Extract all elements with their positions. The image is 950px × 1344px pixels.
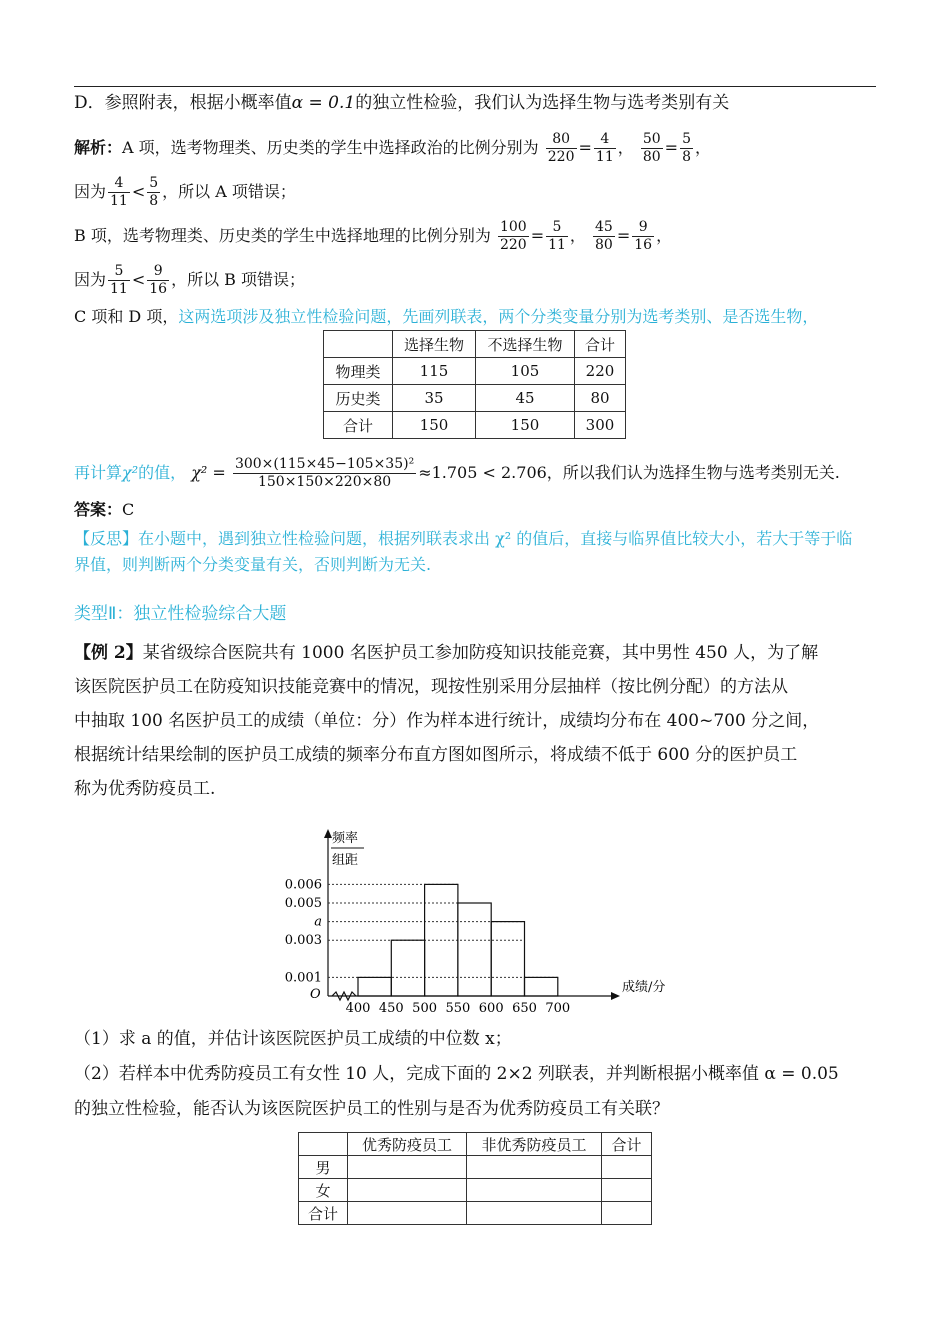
x-axis-arrow — [611, 992, 620, 1000]
alpha-value: α = 0.1 — [291, 93, 356, 113]
table-cell[interactable] — [467, 1179, 602, 1202]
analysis-a-text: A 项，选考物理类、历史类的学生中选择政治的比例分别为 — [122, 138, 539, 157]
y-tick-label: 0.005 — [284, 896, 322, 911]
because-label: 因为 — [74, 270, 107, 289]
analysis-heading: 解析： — [74, 138, 123, 157]
table-row — [324, 331, 626, 358]
example-line: 根据统计结果绘制的医护员工成绩的频率分布直方图如图所示，将成绩不低于 600 分的医护员工 — [74, 745, 798, 765]
fraction: $\frac{80}{220}$ — [547, 131, 575, 165]
x-axis-label: 成绩/分 — [622, 980, 666, 995]
table-cell: 220 — [575, 358, 626, 385]
contingency-table-1 — [323, 330, 626, 439]
table-cell: 80 — [575, 385, 626, 412]
table-header: 选择生物 — [393, 331, 476, 358]
x-tick-label: 450 — [378, 1001, 404, 1012]
x-tick-label: 500 — [412, 1001, 438, 1012]
fraction: $\frac{4}{11}$ — [110, 175, 128, 209]
table-cell[interactable] — [467, 1202, 602, 1225]
a-conclusion: ，所以 A 项错误； — [162, 182, 296, 201]
section-title: 类型Ⅱ：独立性检验综合大题 — [74, 604, 287, 624]
question-1: （1）求 a 的值，并估计该医院医护员工成绩的中位数 x； — [74, 1029, 512, 1049]
analysis-a: 解析：A 项，选考物理类、历史类的学生中选择政治的比例分别为 $\frac{80}{220}$ = $\frac{4}{11}$ ， $\frac{50}{80}$ = $\frac{5}{8}$ ， — [74, 131, 711, 165]
fraction: $\frac{9}{16}$ — [634, 219, 653, 253]
answer-value: C — [122, 500, 135, 519]
table-cell — [324, 331, 393, 358]
y-label-bottom: 组距 — [332, 853, 359, 868]
table-header: 合计 — [575, 331, 626, 358]
table-row — [299, 1156, 652, 1179]
analysis-b: B 项，选考物理类、历史类的学生中选择地理的比例分别为 $\frac{100}{220}$ = $\frac{5}{11}$ ， $\frac{45}{80}$ = $\frac{9}{16}$ ， — [74, 219, 673, 253]
table-cell: 物理类 — [324, 358, 393, 385]
x-tick-label: 550 — [445, 1001, 471, 1012]
histogram-svg — [270, 826, 670, 1012]
table-cell: 300 — [575, 412, 626, 439]
histogram-bar — [358, 977, 391, 996]
analysis-cd — [74, 306, 818, 328]
fraction: $\frac{4}{11}$ — [595, 131, 614, 165]
table-header: 合计 — [602, 1133, 652, 1156]
reflection-tag: 【反思】 — [74, 529, 139, 548]
header-rule — [74, 86, 876, 87]
chi-lead: 再计算 — [74, 463, 123, 482]
x-tick-label: 700 — [545, 1001, 571, 1012]
histogram-bar — [525, 977, 558, 996]
cd-lead: C 项和 D 项， — [74, 307, 179, 326]
table-cell: 105 — [476, 358, 575, 385]
x-tick-label: 400 — [345, 1001, 371, 1012]
table-row — [299, 1202, 652, 1225]
table-cell[interactable] — [348, 1179, 467, 1202]
table-cell: 150 — [476, 412, 575, 439]
example-line: 该医院医护员工在防疫知识技能竞赛中的情况，现按性别采用分层抽样（按比例分配）的方法从 — [74, 677, 788, 697]
fraction: $\frac{50}{80}$ — [642, 131, 661, 165]
table-cell[interactable] — [602, 1179, 652, 1202]
table-cell: 合计 — [324, 412, 393, 439]
example-line: 中抽取 100 名医护员工的成绩（单位：分）作为样本进行统计，成绩均分布在 400~700 分之间， — [74, 711, 820, 731]
example-line: 称为优秀防疫员工. — [74, 779, 216, 799]
table-row — [324, 385, 626, 412]
chi-lead2: 的值， — [138, 463, 187, 482]
table-cell — [299, 1133, 348, 1156]
chi-lhs: χ² = — [191, 463, 226, 482]
reflection — [74, 526, 852, 578]
chi-fraction: $\frac{\text{300×(115×45−105×35)²}}{150\times 150\times 220\times 80}$ — [234, 456, 415, 490]
fraction: $\frac{100}{220}$ — [499, 219, 527, 253]
fraction: $\frac{9}{16}$ — [149, 263, 168, 297]
example-line: 某省级综合医院共有 1000 名医护员工参加防疫知识技能竞赛，其中男性 450 人，为了解 — [142, 643, 819, 663]
table-cell: 115 — [393, 358, 476, 385]
y-tick-label: a — [314, 914, 322, 930]
y-tick-label: 0.001 — [284, 970, 322, 986]
x-tick-label: 600 — [478, 1001, 504, 1012]
chi-tail: ，所以我们认为选择生物与选考类别无关. — [546, 463, 840, 482]
fraction: $\frac{5}{11}$ — [548, 219, 566, 253]
answer-label: 答案： — [74, 500, 123, 519]
analysis-b-text: B 项，选考物理类、历史类的学生中选择地理的比例分别为 — [74, 226, 491, 245]
answer — [74, 499, 134, 521]
table-cell: 150 — [393, 412, 476, 439]
reflection-line1: 在小题中，遇到独立性检验问题，根据列联表求出 χ² 的值后，直接与临界值比较大小，若大于等于临 — [138, 529, 853, 548]
table-row — [299, 1133, 652, 1156]
cd-note: 这两选项涉及独立性检验问题，先画列联表，两个分类变量分别为选考类别、是否选生物， — [178, 307, 819, 326]
table-header: 优秀防疫员工 — [348, 1133, 467, 1156]
table-cell[interactable] — [467, 1156, 602, 1179]
table-cell: 历史类 — [324, 385, 393, 412]
table-cell[interactable] — [602, 1202, 652, 1225]
fraction: $\frac{5}{11}$ — [110, 263, 128, 297]
table-cell: 45 — [476, 385, 575, 412]
y-tick-label: 0.006 — [284, 877, 322, 893]
table-cell: 男 — [299, 1156, 348, 1179]
chi-square-line — [74, 450, 840, 496]
fraction: $\frac{5}{8}$ — [682, 131, 691, 165]
fraction: $\frac{45}{80}$ — [595, 219, 613, 253]
fraction: $\frac{5}{8}$ — [149, 175, 159, 209]
table-cell: 女 — [299, 1179, 348, 1202]
b-conclusion: ，所以 B 项错误； — [171, 270, 306, 289]
option-d-text: 的独立性检验，我们认为选择生物与选考类别有关 — [355, 93, 730, 113]
table-row — [324, 412, 626, 439]
chi-symbol: χ² — [122, 463, 139, 482]
origin-label: O — [310, 987, 321, 1002]
table-header: 不选择生物 — [476, 331, 575, 358]
analysis-b-conclusion: 因为 $\frac{5}{11}$ < $\frac{9}{16}$ ，所以 B 项错误； — [74, 263, 306, 297]
table-cell: 35 — [393, 385, 476, 412]
reflection-line2: 界值，则判断两个分类变量有关，否则判断为无关. — [74, 555, 432, 574]
table-cell[interactable] — [602, 1156, 652, 1179]
histogram-bar — [458, 903, 491, 996]
histogram-bar — [491, 922, 524, 996]
table-cell[interactable] — [348, 1156, 467, 1179]
table-cell[interactable] — [348, 1202, 467, 1225]
table-cell: 合计 — [299, 1202, 348, 1225]
histogram-bar — [391, 940, 424, 996]
x-tick-label: 650 — [512, 1001, 537, 1012]
question-2-line2: 的独立性检验，能否认为该医院医护员工的性别与是否为优秀防疫员工有关联？ — [74, 1099, 669, 1119]
chi-rhs: ≈1.705 < 2.706 — [418, 463, 547, 482]
contingency-table-2 — [298, 1132, 652, 1225]
table-row — [324, 358, 626, 385]
histogram-chart — [270, 826, 670, 1012]
y-axis-arrow — [324, 829, 332, 838]
option-d — [74, 91, 729, 115]
table-row — [299, 1179, 652, 1202]
analysis-a-conclusion: 因为 $\frac{4}{11}$ < $\frac{5}{8}$ ，所以 A 项错误； — [74, 175, 296, 209]
example-tag: 【例 2】 — [74, 643, 143, 663]
table-header: 非优秀防疫员工 — [467, 1133, 602, 1156]
because-label: 因为 — [74, 182, 107, 201]
question-2-line1: （2）若样本中优秀防疫员工有女性 10 人，完成下面的 2×2 列联表，并判断根据小概率值 α = 0.05 — [74, 1064, 839, 1084]
y-tick-label: 0.003 — [284, 933, 322, 949]
option-d-label: D．参照附表，根据小概率值 — [74, 93, 292, 113]
example-2 — [74, 636, 878, 806]
y-label-top: 频率 — [332, 831, 359, 846]
